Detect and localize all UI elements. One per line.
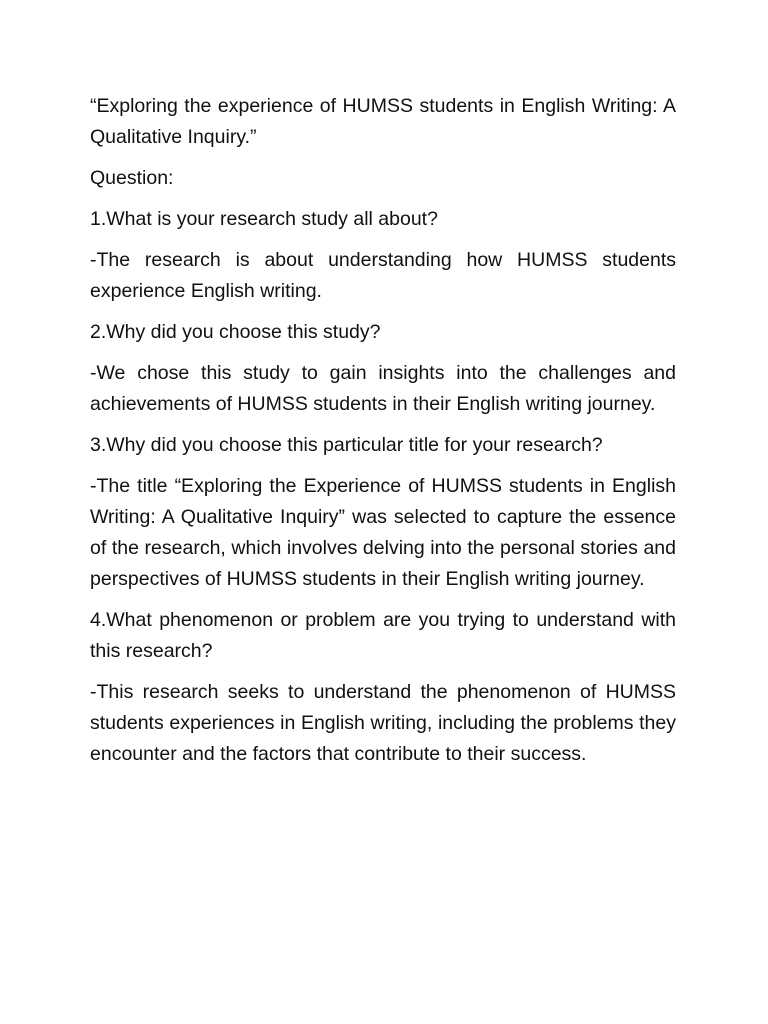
answer-1: -The research is about understanding how HUMSS students experience English writing. [90, 249, 676, 302]
question-2: 2.Why did you choose this study? [90, 321, 381, 343]
answer-4: -This research seeks to understand the phenomenon of HUMSS students experiences in English writing, including the problems they encounter and the factors that contribute to their success. [90, 681, 676, 765]
answer-3: -The title “Exploring the Experience of HUMSS students in English Writing: A Qualitative Inquiry” was selected to capture the essence of the research, which involves delving into the personal stories and perspectives of HUMSS students in their English writing journey. [90, 475, 676, 590]
question-1: 1.What is your research study all about? [90, 208, 438, 230]
question-3: 3.Why did you choose this particular title for your research? [90, 434, 603, 456]
document-page [90, 91, 676, 780]
question-heading: Question: [90, 167, 174, 189]
document-title: “Exploring the experience of HUMSS students in English Writing: A Qualitative Inquiry.” [90, 95, 676, 148]
answer-2: -We chose this study to gain insights into the challenges and achievements of HUMSS students in their English writing journey. [90, 362, 676, 415]
question-4: 4.What phenomenon or problem are you trying to understand with this research? [90, 609, 676, 662]
